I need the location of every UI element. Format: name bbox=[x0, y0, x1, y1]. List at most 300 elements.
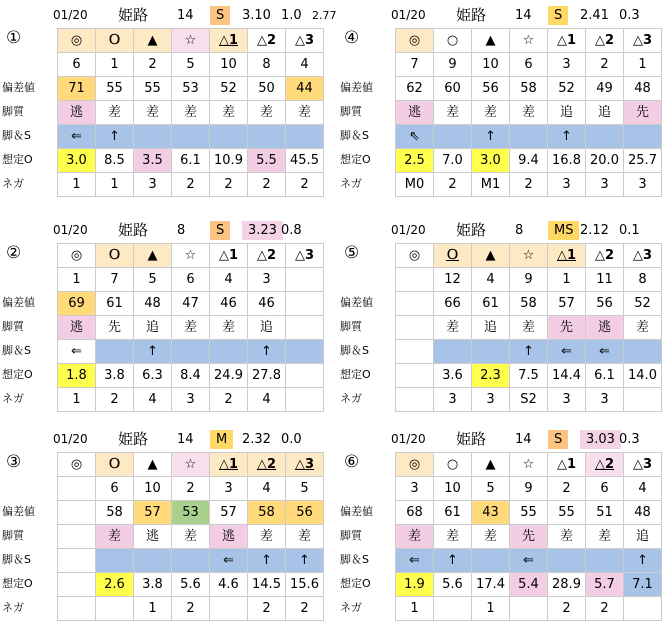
mark-cell: ☆ bbox=[510, 29, 548, 53]
mark-cell: △2 bbox=[248, 29, 286, 53]
negative-cell bbox=[96, 597, 134, 621]
horse-cell bbox=[286, 268, 324, 292]
table-row-style bbox=[58, 101, 324, 125]
race-date: 01/20 bbox=[391, 8, 426, 22]
leg-speed-cell bbox=[586, 125, 624, 149]
row-label: ネガ bbox=[340, 392, 362, 405]
negative-cell bbox=[286, 388, 324, 412]
odds-cell bbox=[396, 364, 434, 388]
horse-cell: 9 bbox=[434, 53, 472, 77]
deviation-cell: 43 bbox=[472, 501, 510, 525]
row-label: 脚＆S bbox=[340, 553, 369, 566]
leg-speed-cell bbox=[96, 340, 134, 364]
leg-speed-cell bbox=[210, 340, 248, 364]
negative-cell bbox=[510, 597, 548, 621]
style-cell: 差 bbox=[472, 101, 510, 125]
leg-speed-cell bbox=[172, 549, 210, 573]
odds-cell: 45.5 bbox=[286, 149, 324, 173]
deviation-cell: 69 bbox=[58, 292, 96, 316]
deviation-cell: 47 bbox=[172, 292, 210, 316]
style-cell: 差 bbox=[396, 525, 434, 549]
deviation-cell: 57 bbox=[548, 292, 586, 316]
style-cell: 逃 bbox=[396, 101, 434, 125]
leg-speed-cell bbox=[586, 549, 624, 573]
odds-cell: 8.4 bbox=[172, 364, 210, 388]
table-row-negative bbox=[58, 388, 324, 412]
row-label: 脚＆S bbox=[2, 344, 31, 357]
horse-cell: 10 bbox=[134, 477, 172, 501]
horse-cell: 6 bbox=[172, 268, 210, 292]
row-label: 脚質 bbox=[2, 320, 24, 333]
horse-cell: 3 bbox=[210, 477, 248, 501]
odds-cell: 16.8 bbox=[548, 149, 586, 173]
race-number: ② bbox=[6, 243, 22, 263]
odds-cell: 5.4 bbox=[510, 573, 548, 597]
style-cell: 差 bbox=[286, 525, 324, 549]
negative-cell: S2 bbox=[510, 388, 548, 412]
race-course: 姫路 bbox=[118, 430, 149, 448]
leg-speed-cell: ⇐ bbox=[548, 340, 586, 364]
deviation-cell: 56 bbox=[286, 501, 324, 525]
race-header bbox=[0, 427, 330, 451]
leg-speed-cell bbox=[396, 340, 434, 364]
odds-cell: 3.8 bbox=[134, 573, 172, 597]
score-diff: 0.8 bbox=[281, 223, 302, 238]
deviation-cell: 48 bbox=[134, 292, 172, 316]
score-diff: 1.0 bbox=[281, 8, 302, 23]
odds-cell: 25.7 bbox=[624, 149, 662, 173]
row-label: 偏差値 bbox=[2, 296, 35, 309]
row-label: ネガ bbox=[2, 177, 24, 190]
style-cell: 差 bbox=[96, 101, 134, 125]
negative-cell: 2 bbox=[248, 173, 286, 197]
negative-cell: M0 bbox=[396, 173, 434, 197]
row-label: 脚質 bbox=[340, 320, 362, 333]
deviation-cell: 56 bbox=[472, 77, 510, 101]
odds-cell: 17.4 bbox=[472, 573, 510, 597]
mark-cell: ▲ bbox=[472, 29, 510, 53]
runner-count: 14 bbox=[515, 8, 532, 23]
horse-cell: 2 bbox=[586, 53, 624, 77]
mark-cell: Ｏ bbox=[96, 453, 134, 477]
mark-cell: △3 bbox=[624, 453, 662, 477]
rank-badge: S bbox=[548, 6, 568, 25]
leg-speed-cell bbox=[548, 549, 586, 573]
mark-cell: △2 bbox=[586, 29, 624, 53]
mark-cell: △1 bbox=[548, 29, 586, 53]
mark-cell: △2 bbox=[586, 244, 624, 268]
table-row-mark bbox=[58, 453, 324, 477]
horse-cell: 1 bbox=[96, 53, 134, 77]
mark-cell: ◎ bbox=[58, 453, 96, 477]
negative-cell: 2 bbox=[586, 597, 624, 621]
mark-cell: ○ bbox=[434, 453, 472, 477]
negative-cell: 2 bbox=[210, 388, 248, 412]
mark-cell: △1 bbox=[210, 244, 248, 268]
table-row-style bbox=[396, 525, 662, 549]
row-label: 想定O bbox=[2, 368, 33, 381]
style-cell: 差 bbox=[286, 101, 324, 125]
pick-table bbox=[57, 243, 324, 412]
score-diff: 0.0 bbox=[281, 432, 302, 447]
race-number: ① bbox=[6, 28, 22, 48]
runner-count: 8 bbox=[515, 223, 524, 238]
table-row-negative bbox=[396, 597, 662, 621]
race-header bbox=[0, 218, 330, 242]
table-row-deviation bbox=[58, 501, 324, 525]
horse-cell: 11 bbox=[586, 268, 624, 292]
odds-cell: 4.6 bbox=[210, 573, 248, 597]
table-row-mark bbox=[58, 244, 324, 268]
deviation-cell: 56 bbox=[586, 292, 624, 316]
race-score: 2.41 bbox=[580, 8, 609, 23]
table-row-odds bbox=[58, 364, 324, 388]
negative-cell: 3 bbox=[548, 388, 586, 412]
table-row-horse bbox=[396, 477, 662, 501]
mark-cell: △1 bbox=[210, 29, 248, 53]
odds-cell: 9.4 bbox=[510, 149, 548, 173]
table-row-mark bbox=[58, 29, 324, 53]
odds-cell: 27.8 bbox=[248, 364, 286, 388]
row-label: 脚＆S bbox=[2, 553, 31, 566]
table-row-style bbox=[58, 525, 324, 549]
negative-cell: 1 bbox=[96, 173, 134, 197]
style-cell bbox=[286, 316, 324, 340]
negative-cell: 1 bbox=[58, 173, 96, 197]
negative-cell bbox=[434, 597, 472, 621]
mark-cell: △3 bbox=[286, 244, 324, 268]
row-label: 脚質 bbox=[2, 105, 24, 118]
negative-cell: 1 bbox=[134, 597, 172, 621]
deviation-cell: 49 bbox=[586, 77, 624, 101]
row-label: 脚＆S bbox=[2, 129, 31, 142]
table-row-odds bbox=[396, 573, 662, 597]
negative-cell: M1 bbox=[472, 173, 510, 197]
mark-cell: ▲ bbox=[472, 244, 510, 268]
mark-cell: △3 bbox=[624, 244, 662, 268]
table-row-horse bbox=[396, 53, 662, 77]
horse-cell: 3 bbox=[548, 53, 586, 77]
row-labels bbox=[2, 452, 58, 620]
leg-speed-cell: ⇐ bbox=[396, 549, 434, 573]
horse-cell: 4 bbox=[286, 53, 324, 77]
odds-cell: 5.6 bbox=[434, 573, 472, 597]
negative-cell: 2 bbox=[96, 388, 134, 412]
race-number: ④ bbox=[344, 28, 360, 48]
mark-cell: ▲ bbox=[134, 244, 172, 268]
leg-speed-cell: ↑ bbox=[248, 340, 286, 364]
race-header bbox=[338, 427, 666, 451]
odds-cell: 2.3 bbox=[472, 364, 510, 388]
pick-table bbox=[57, 452, 324, 621]
race-header bbox=[338, 3, 666, 27]
leg-speed-cell bbox=[248, 125, 286, 149]
deviation-cell: 55 bbox=[548, 501, 586, 525]
score-diff: 0.3 bbox=[619, 432, 640, 447]
pick-table bbox=[57, 28, 324, 197]
mark-cell: Ｏ bbox=[96, 244, 134, 268]
mark-cell: ◎ bbox=[396, 453, 434, 477]
negative-cell: 2 bbox=[286, 597, 324, 621]
horse-cell bbox=[396, 268, 434, 292]
odds-cell: 3.8 bbox=[96, 364, 134, 388]
table-row-leg-speed bbox=[396, 549, 662, 573]
row-label: 想定O bbox=[2, 153, 33, 166]
odds-cell: 6.3 bbox=[134, 364, 172, 388]
horse-cell: 10 bbox=[434, 477, 472, 501]
style-cell: 差 bbox=[434, 101, 472, 125]
rank-badge: MS bbox=[548, 221, 579, 240]
negative-cell: 3 bbox=[586, 388, 624, 412]
race-course: 姫路 bbox=[118, 221, 149, 239]
rank-badge: S bbox=[210, 221, 230, 240]
table-row-negative bbox=[58, 173, 324, 197]
race-panel bbox=[0, 427, 330, 632]
style-cell: 差 bbox=[210, 101, 248, 125]
mark-cell: ◎ bbox=[396, 29, 434, 53]
race-date: 01/20 bbox=[391, 432, 426, 446]
horse-cell: 6 bbox=[510, 53, 548, 77]
style-cell: 追 bbox=[248, 316, 286, 340]
odds-cell: 7.0 bbox=[434, 149, 472, 173]
race-header bbox=[338, 218, 666, 242]
negative-cell: 1 bbox=[472, 597, 510, 621]
horse-cell: 6 bbox=[586, 477, 624, 501]
negative-cell: 4 bbox=[134, 388, 172, 412]
race-panel bbox=[0, 218, 330, 423]
leg-speed-cell: ↑ bbox=[472, 125, 510, 149]
leg-speed-cell bbox=[434, 125, 472, 149]
horse-cell: 8 bbox=[624, 268, 662, 292]
odds-cell: 8.5 bbox=[96, 149, 134, 173]
horse-cell: 10 bbox=[210, 53, 248, 77]
horse-cell: 1 bbox=[548, 268, 586, 292]
table-row-leg-speed bbox=[396, 340, 662, 364]
horse-cell: 3 bbox=[248, 268, 286, 292]
deviation-cell: 55 bbox=[510, 501, 548, 525]
leg-speed-cell: ↑ bbox=[434, 549, 472, 573]
horse-cell: 12 bbox=[434, 268, 472, 292]
odds-cell: 20.0 bbox=[586, 149, 624, 173]
table-row-style bbox=[396, 316, 662, 340]
table-row-deviation bbox=[58, 77, 324, 101]
deviation-cell: 62 bbox=[396, 77, 434, 101]
table-row-horse bbox=[58, 53, 324, 77]
style-cell: 先 bbox=[96, 316, 134, 340]
style-cell: 先 bbox=[624, 101, 662, 125]
style-cell: 追 bbox=[624, 525, 662, 549]
score-diff: 0.1 bbox=[619, 223, 640, 238]
mark-cell: △3 bbox=[624, 29, 662, 53]
deviation-cell: 53 bbox=[172, 501, 210, 525]
horse-cell: 7 bbox=[96, 268, 134, 292]
mark-cell: ☆ bbox=[172, 29, 210, 53]
style-cell: 差 bbox=[472, 525, 510, 549]
deviation-cell: 52 bbox=[548, 77, 586, 101]
negative-cell: 2 bbox=[510, 173, 548, 197]
mark-cell: △2 bbox=[248, 453, 286, 477]
deviation-cell: 55 bbox=[134, 77, 172, 101]
deviation-cell: 52 bbox=[210, 77, 248, 101]
horse-cell: 10 bbox=[472, 53, 510, 77]
negative-cell: 2 bbox=[286, 173, 324, 197]
odds-cell: 28.9 bbox=[548, 573, 586, 597]
negative-cell: 2 bbox=[172, 597, 210, 621]
negative-cell bbox=[396, 388, 434, 412]
mark-cell: △3 bbox=[286, 29, 324, 53]
mark-cell: ◎ bbox=[396, 244, 434, 268]
negative-cell: 3 bbox=[624, 173, 662, 197]
table-row-odds bbox=[58, 149, 324, 173]
table-row-leg-speed bbox=[58, 549, 324, 573]
mark-cell: ▲ bbox=[472, 453, 510, 477]
horse-cell: 2 bbox=[134, 53, 172, 77]
horse-cell: 3 bbox=[396, 477, 434, 501]
deviation-cell: 57 bbox=[134, 501, 172, 525]
mark-cell: △2 bbox=[248, 244, 286, 268]
style-cell: 逃 bbox=[134, 525, 172, 549]
odds-cell: 15.6 bbox=[286, 573, 324, 597]
odds-cell: 6.1 bbox=[586, 364, 624, 388]
style-cell: 追 bbox=[472, 316, 510, 340]
horse-cell: 5 bbox=[134, 268, 172, 292]
style-cell: 先 bbox=[510, 525, 548, 549]
horse-cell: 7 bbox=[396, 53, 434, 77]
style-cell: 差 bbox=[248, 525, 286, 549]
leg-speed-cell bbox=[210, 125, 248, 149]
odds-cell: 10.9 bbox=[210, 149, 248, 173]
extra-value: 2.77 bbox=[312, 9, 337, 22]
table-row-horse bbox=[58, 477, 324, 501]
race-course: 姫路 bbox=[118, 6, 149, 24]
odds-cell: 24.9 bbox=[210, 364, 248, 388]
row-label: 脚質 bbox=[2, 529, 24, 542]
horse-cell bbox=[58, 477, 96, 501]
mark-cell: △2 bbox=[586, 453, 624, 477]
race-course: 姫路 bbox=[456, 221, 487, 239]
horse-cell: 9 bbox=[510, 268, 548, 292]
row-label: 想定O bbox=[340, 153, 371, 166]
table-row-leg-speed bbox=[58, 340, 324, 364]
style-cell: 差 bbox=[510, 316, 548, 340]
deviation-cell: 68 bbox=[396, 501, 434, 525]
horse-cell: 1 bbox=[624, 53, 662, 77]
table-row-style bbox=[396, 101, 662, 125]
odds-cell: 3.0 bbox=[472, 149, 510, 173]
table-row-negative bbox=[58, 597, 324, 621]
leg-speed-cell: ↑ bbox=[248, 549, 286, 573]
odds-cell: 14.0 bbox=[624, 364, 662, 388]
race-panel bbox=[338, 427, 666, 632]
odds-cell: 7.5 bbox=[510, 364, 548, 388]
negative-cell bbox=[624, 388, 662, 412]
runner-count: 8 bbox=[177, 223, 186, 238]
leg-speed-cell bbox=[472, 549, 510, 573]
row-labels bbox=[340, 452, 396, 620]
leg-speed-cell: ↑ bbox=[510, 340, 548, 364]
leg-speed-cell bbox=[624, 125, 662, 149]
deviation-cell: 51 bbox=[586, 501, 624, 525]
row-label: 脚＆S bbox=[340, 129, 369, 142]
leg-speed-cell bbox=[134, 549, 172, 573]
race-number: ③ bbox=[6, 452, 22, 472]
pick-table bbox=[395, 28, 662, 197]
leg-speed-cell bbox=[510, 125, 548, 149]
table-row-mark bbox=[396, 29, 662, 53]
mark-cell: ☆ bbox=[510, 453, 548, 477]
table-row-deviation bbox=[396, 292, 662, 316]
deviation-cell: 58 bbox=[248, 501, 286, 525]
negative-cell bbox=[58, 597, 96, 621]
table-row-deviation bbox=[396, 77, 662, 101]
horse-cell: 9 bbox=[510, 477, 548, 501]
style-cell: 差 bbox=[210, 316, 248, 340]
row-label: 想定O bbox=[340, 368, 371, 381]
runner-count: 14 bbox=[177, 432, 194, 447]
leg-speed-cell bbox=[172, 125, 210, 149]
mark-cell: ☆ bbox=[510, 244, 548, 268]
style-cell: 逃 bbox=[586, 316, 624, 340]
leg-speed-cell bbox=[472, 340, 510, 364]
mark-cell: △1 bbox=[548, 453, 586, 477]
leg-speed-cell: ↑ bbox=[548, 125, 586, 149]
race-course: 姫路 bbox=[456, 430, 487, 448]
horse-cell: 6 bbox=[58, 53, 96, 77]
style-cell: 先 bbox=[548, 316, 586, 340]
style-cell: 追 bbox=[548, 101, 586, 125]
odds-cell: 3.0 bbox=[58, 149, 96, 173]
row-label: 想定O bbox=[340, 577, 371, 590]
leg-speed-cell: ⇐ bbox=[58, 340, 96, 364]
odds-cell: 3.6 bbox=[434, 364, 472, 388]
horse-cell: 4 bbox=[248, 477, 286, 501]
deviation-cell: 58 bbox=[96, 501, 134, 525]
deviation-cell: 60 bbox=[434, 77, 472, 101]
leg-speed-cell: ⇖ bbox=[396, 125, 434, 149]
style-cell: 差 bbox=[434, 525, 472, 549]
row-label: 偏差値 bbox=[340, 505, 373, 518]
horse-cell: 4 bbox=[210, 268, 248, 292]
table-row-mark bbox=[396, 453, 662, 477]
deviation-cell: 52 bbox=[624, 292, 662, 316]
leg-speed-cell: ↑ bbox=[286, 549, 324, 573]
race-score: 2.32 bbox=[242, 432, 271, 447]
mark-cell: △1 bbox=[210, 453, 248, 477]
leg-speed-cell bbox=[286, 340, 324, 364]
row-label: 偏差値 bbox=[2, 81, 35, 94]
style-cell: 差 bbox=[586, 525, 624, 549]
negative-cell: 3 bbox=[472, 388, 510, 412]
race-score: 3.03 bbox=[580, 430, 621, 449]
style-cell: 逃 bbox=[210, 525, 248, 549]
race-score: 2.12 bbox=[580, 223, 609, 238]
table-row-negative bbox=[396, 173, 662, 197]
leg-speed-cell bbox=[434, 340, 472, 364]
deviation-cell: 46 bbox=[248, 292, 286, 316]
style-cell: 逃 bbox=[58, 101, 96, 125]
odds-cell: 1.9 bbox=[396, 573, 434, 597]
deviation-cell: 46 bbox=[210, 292, 248, 316]
table-row-mark bbox=[396, 244, 662, 268]
race-date: 01/20 bbox=[53, 223, 88, 237]
mark-cell: △1 bbox=[548, 244, 586, 268]
negative-cell: 3 bbox=[586, 173, 624, 197]
negative-cell: 1 bbox=[58, 388, 96, 412]
negative-cell: 2 bbox=[172, 173, 210, 197]
horse-cell: 5 bbox=[172, 53, 210, 77]
deviation-cell: 57 bbox=[210, 501, 248, 525]
style-cell: 差 bbox=[624, 316, 662, 340]
